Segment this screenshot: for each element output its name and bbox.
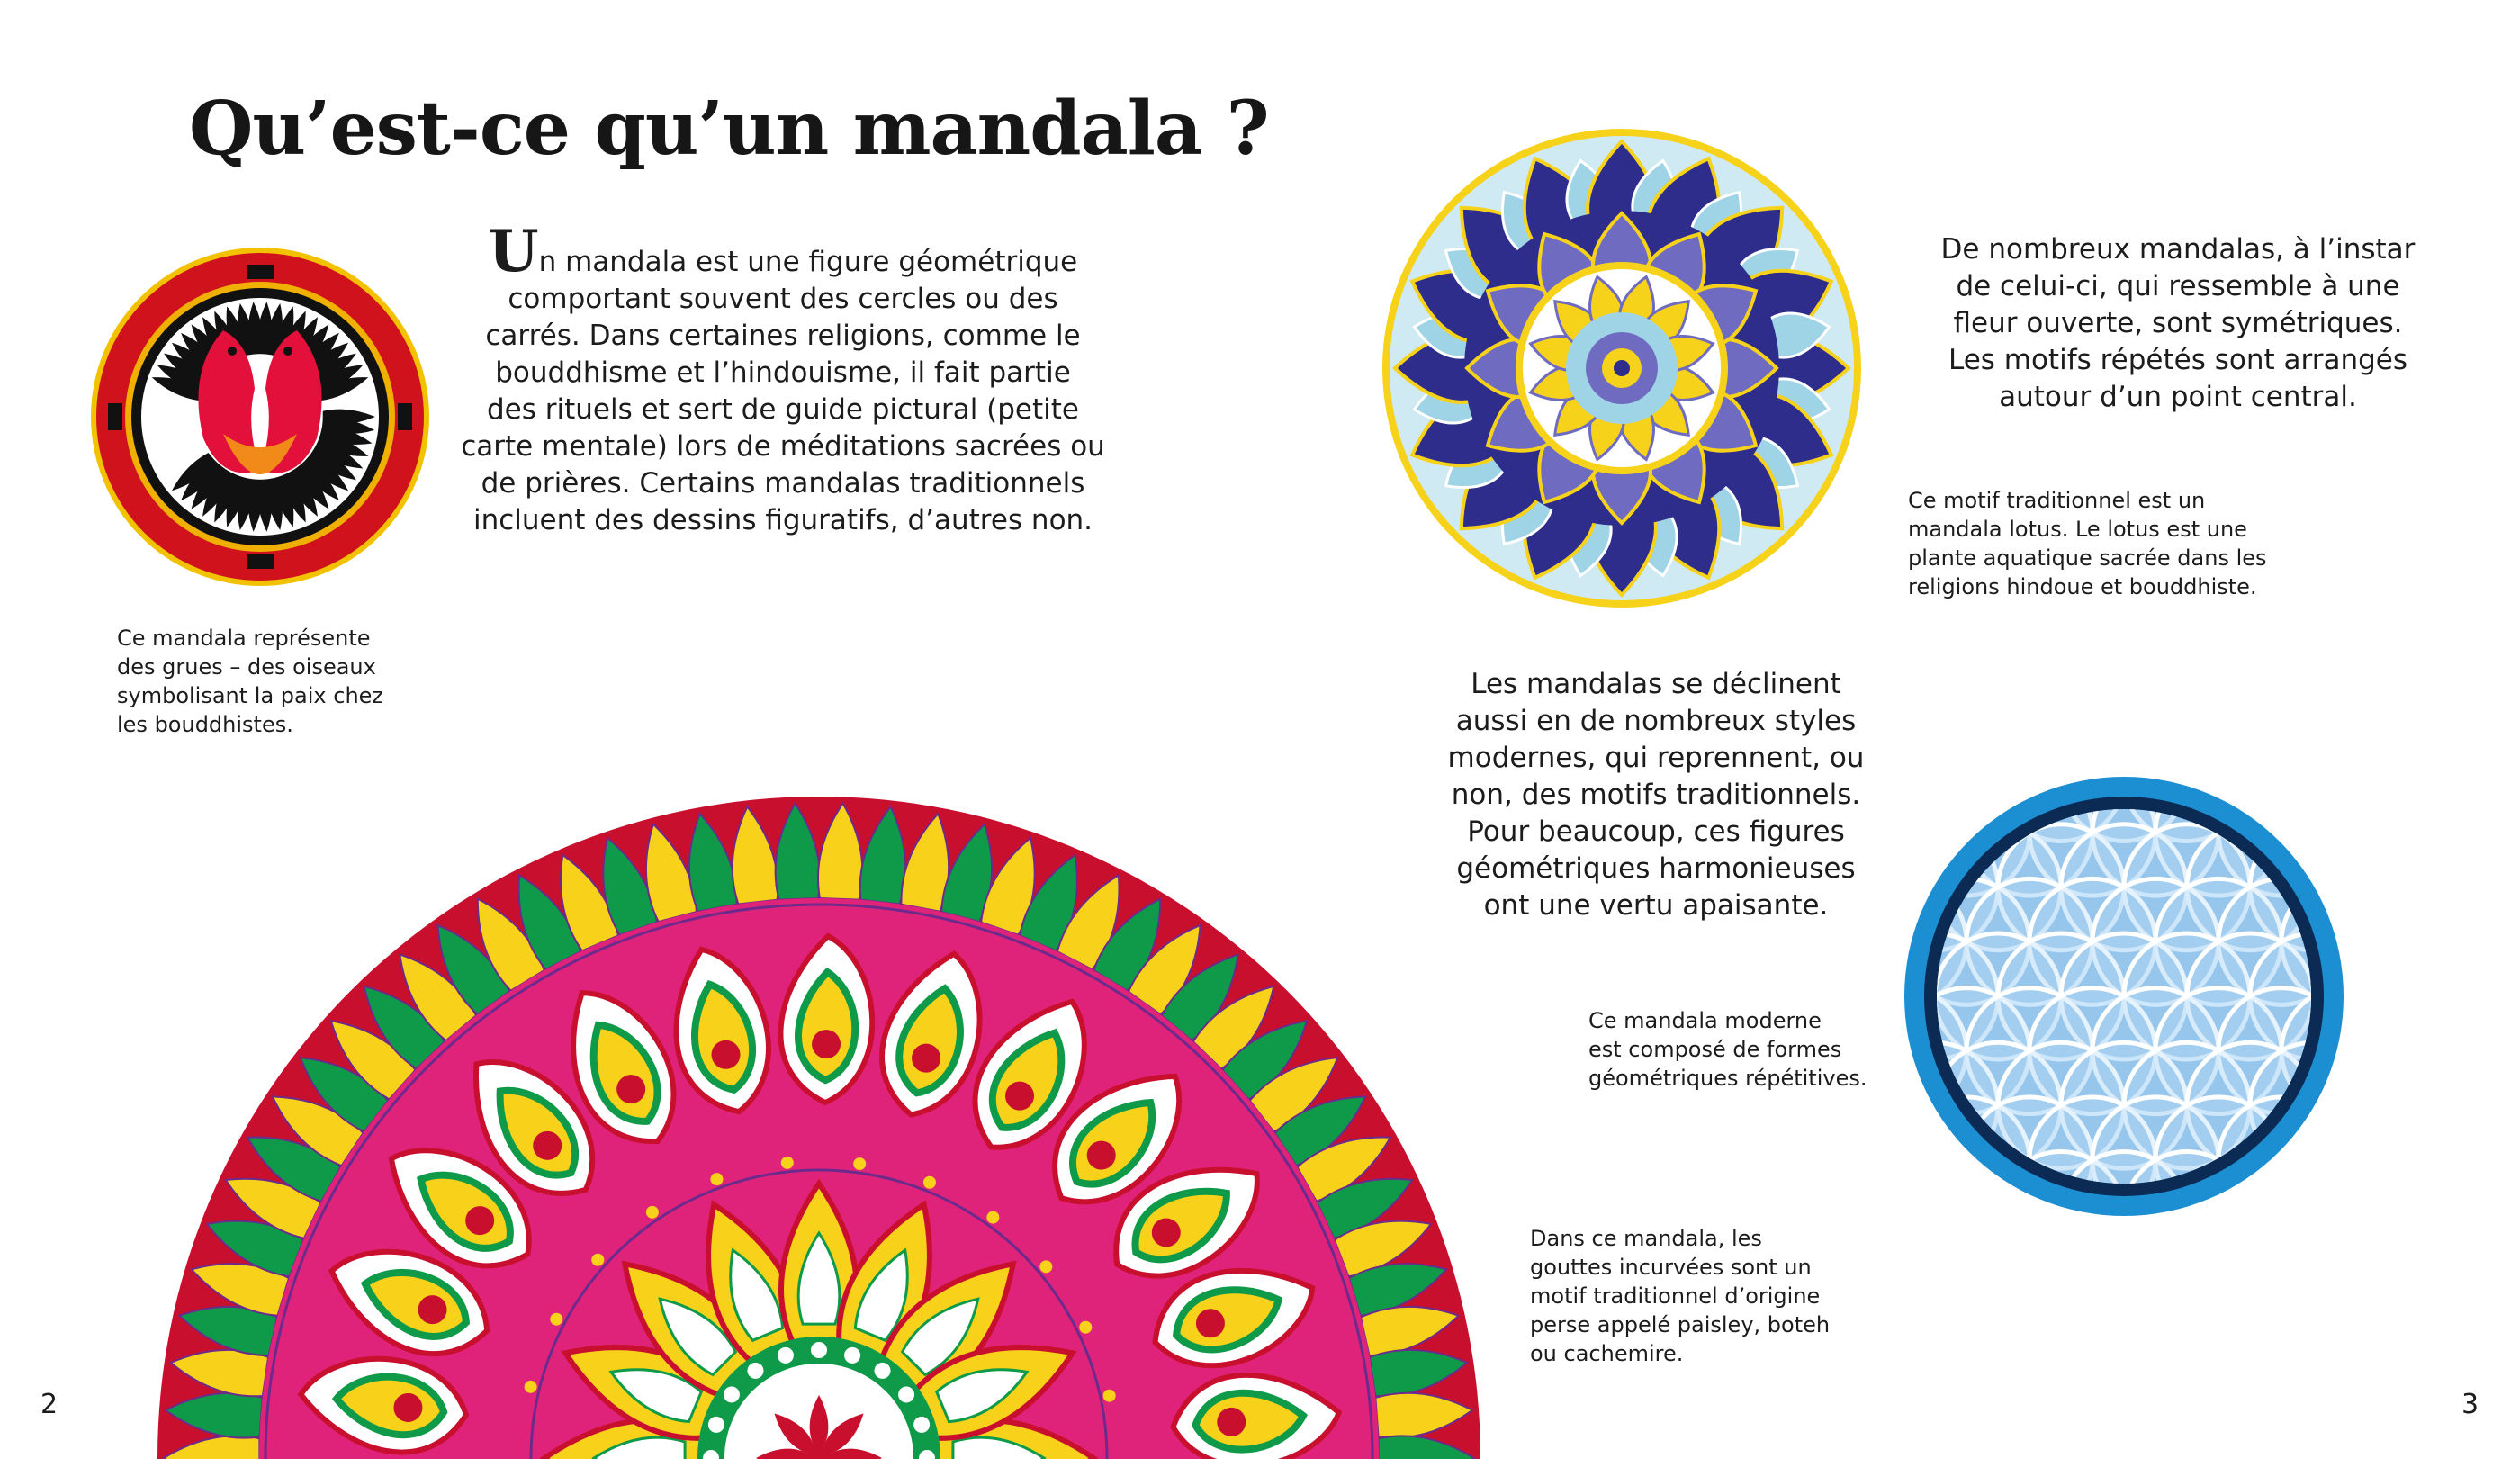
modern-caption: Ce mandala moderne est composé de formes géométriques répétitives. — [1588, 1008, 1868, 1091]
paisley-mandala-icon — [158, 648, 1480, 1459]
lotus-mandala-icon — [1380, 126, 1864, 610]
paisley-caption: Dans ce mandala, les gouttes incurvées sont un motif traditionnel d’origine perse appelé paisley, boteh ou cachemire. — [1530, 1226, 1831, 1366]
page-number-right: 3 — [2462, 1389, 2480, 1420]
flower-of-life-icon — [1904, 776, 2344, 1217]
crane-mandala-icon — [88, 245, 432, 589]
intro-paragraph: Un mandala est une figure géométrique comportant souvent des cercles ou des carrés. Dans certaines religions, comme le bouddhisme et l’hindouisme, il fait partie des rituels et sert de guide pictural (petite carte mentale) lors de méditations sacrées ou de prières. Certains mandalas traditionnels incluent des dessins figuratifs, d’autres non. — [461, 218, 1105, 536]
lotus-caption: Ce motif traditionnel est un mandala lotus. Le lotus est une plante aquatique sacrée dans les religions hindoue et bouddhiste. — [1908, 488, 2267, 599]
drop-cap: U — [488, 218, 539, 285]
crane-caption: Ce mandala représente des grues – des oiseaux symbolisant la paix chez les bouddhistes. — [117, 626, 384, 737]
page-title: Qu’est-ce qu’un mandala ? — [189, 86, 1269, 172]
modern-paragraph: Les mandalas se déclinent aussi en de nombreux styles modernes, qui reprennent, ou non, des motifs traditionnels. Pour beaucoup, ces figures géométriques harmonieuses ont une vertu apaisante. — [1447, 668, 1865, 922]
lotus-paragraph: De nombreux mandalas, à l’instar de celui-ci, qui ressemble à une fleur ouverte, sont symétriques. Les motifs répétés sont arrangés autour d’un point central. — [1940, 233, 2416, 413]
page-number-left: 2 — [40, 1389, 58, 1420]
